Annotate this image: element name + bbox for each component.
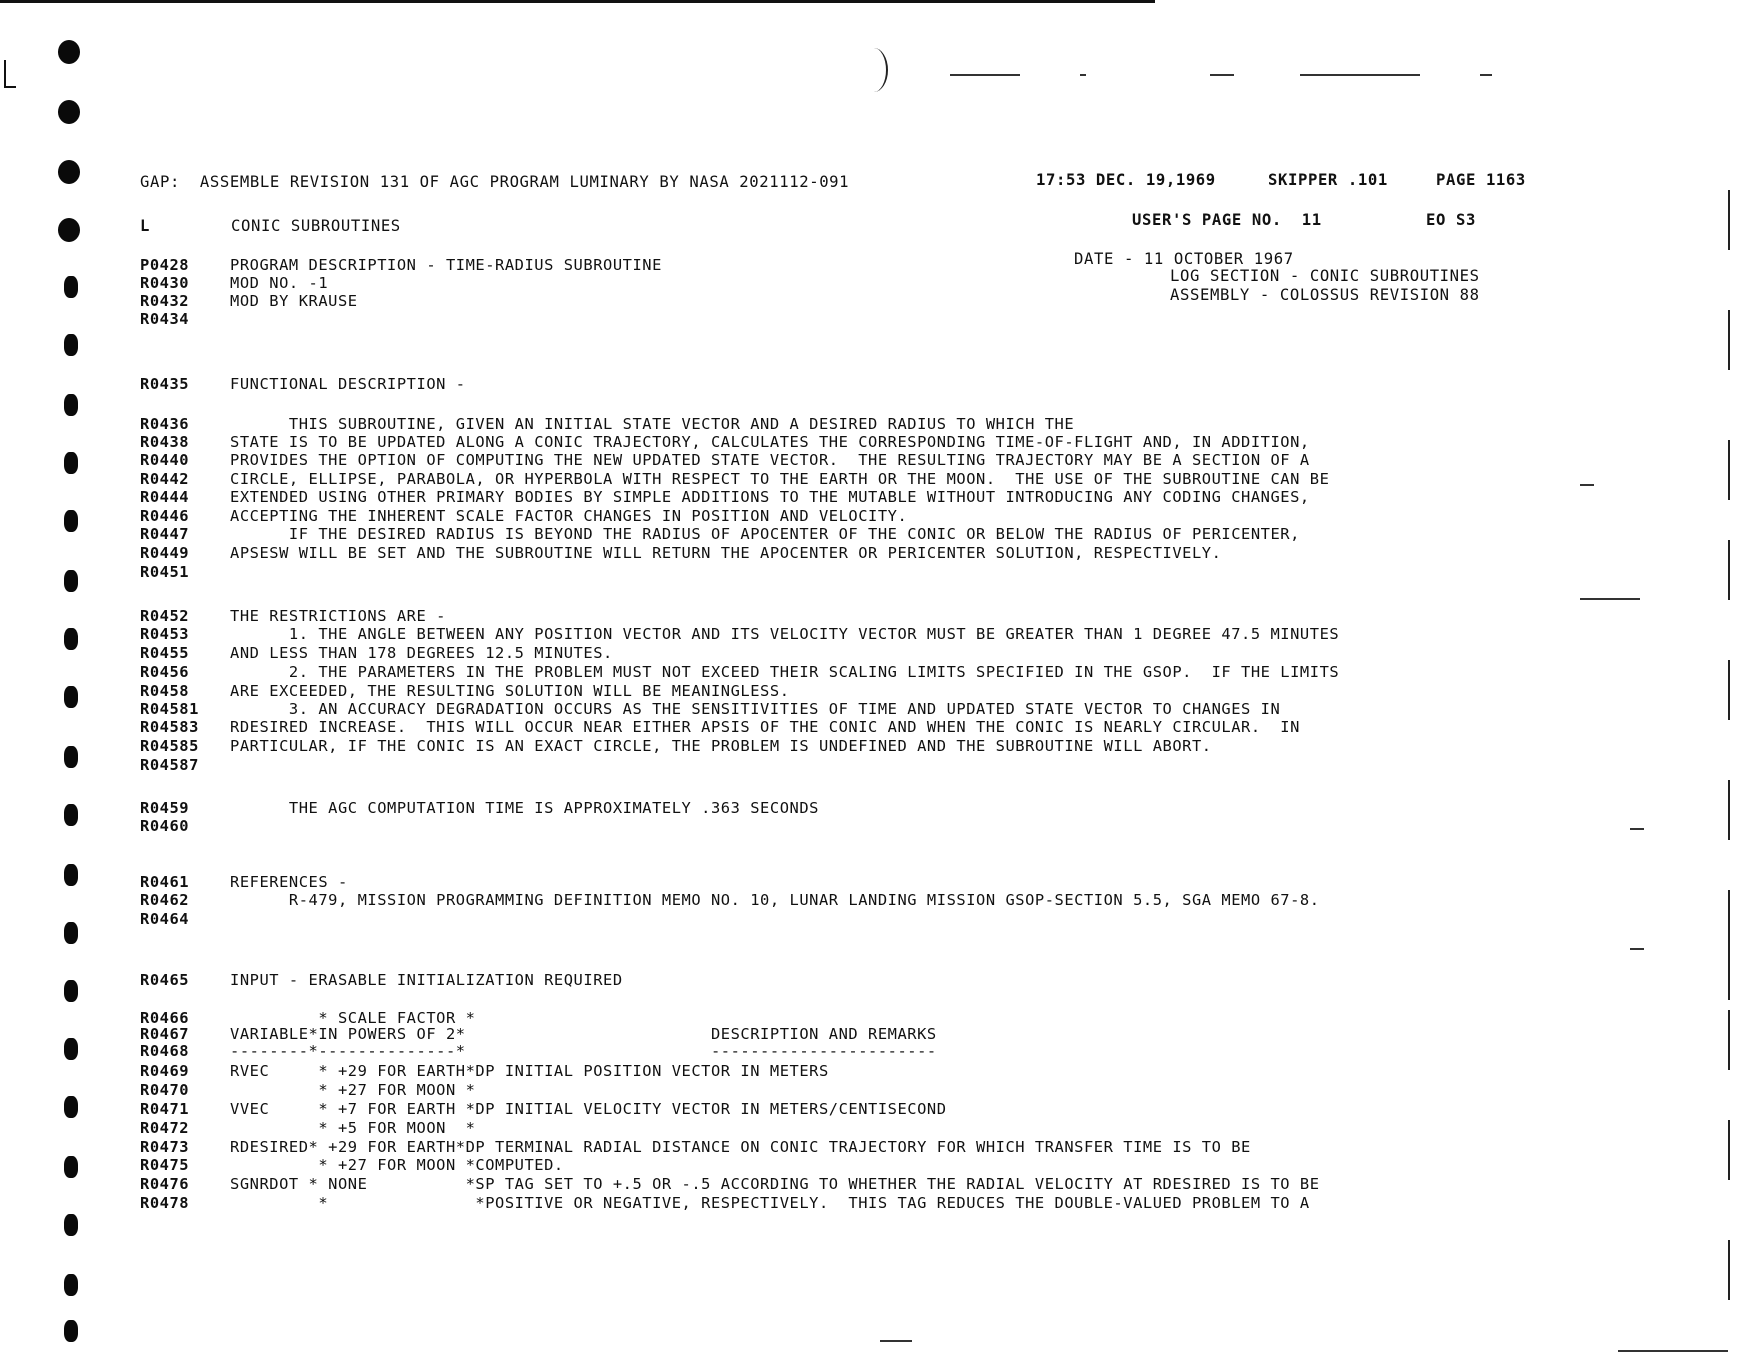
binder-hole — [64, 980, 78, 1002]
skipper-id: SKIPPER .101 — [1268, 171, 1388, 189]
line-label: R0436 — [140, 415, 190, 433]
line-text: * *POSITIVE OR NEGATIVE, RESPECTIVELY. THIS TAG REDUCES THE DOUBLE-VALUED PROBLEM TO A — [230, 1194, 1310, 1212]
line-text: FUNCTIONAL DESCRIPTION - — [230, 375, 466, 393]
listing-line — [140, 683, 790, 700]
line-label: R0442 — [140, 470, 190, 488]
line-text: 2. THE PARAMETERS IN THE PROBLEM MUST NOT EXCEED THEIR SCALING LIMITS SPECIFIED IN THE GSOP. IF THE LIMITS — [230, 663, 1340, 681]
binder-hole — [64, 1214, 78, 1236]
document-date: DATE - 11 OCTOBER 1967 — [1074, 250, 1294, 268]
listing-line — [140, 1195, 1310, 1212]
line-text: REFERENCES - — [230, 873, 348, 891]
listing-line — [140, 293, 358, 310]
listing-line — [140, 452, 1310, 469]
scan-edge — [1728, 540, 1730, 600]
line-text: EXTENDED USING OTHER PRIMARY BODIES BY SIMPLE ADDITIONS TO THE MUTABLE WITHOUT INTRODUCING ANY CODING CHANGES, — [230, 488, 1310, 506]
scan-speck — [1480, 74, 1492, 76]
listing-line — [140, 489, 1310, 506]
listing-line — [140, 416, 1074, 433]
line-label: R0452 — [140, 607, 190, 625]
listing-line — [140, 626, 1339, 643]
line-label: R0478 — [140, 1194, 190, 1212]
binder-hole — [64, 1156, 78, 1178]
line-text: * +5 FOR MOON * — [230, 1119, 476, 1137]
line-label: R0432 — [140, 292, 190, 310]
binder-hole — [64, 628, 78, 650]
line-text: 1. THE ANGLE BETWEEN ANY POSITION VECTOR AND ITS VELOCITY VECTOR MUST BE GREATER THAN 1 DEGREE 47.5 MINUTES — [230, 625, 1340, 643]
listing-line — [140, 874, 348, 891]
line-label: R0447 — [140, 525, 190, 543]
listing-line — [140, 818, 230, 835]
line-text: THE AGC COMPUTATION TIME IS APPROXIMATELY .363 SECONDS — [230, 799, 819, 817]
page-number: PAGE 1163 — [1436, 171, 1526, 189]
line-label: R0473 — [140, 1138, 190, 1156]
line-text: ACCEPTING THE INHERENT SCALE FACTOR CHANGES IN POSITION AND VELOCITY. — [230, 507, 908, 525]
listing-line — [140, 1120, 475, 1137]
listing-line — [140, 1157, 564, 1174]
listing-line — [140, 664, 1339, 681]
binder-hole — [64, 922, 78, 944]
line-text: RVEC * +29 FOR EARTH*DP INITIAL POSITION VECTOR IN METERS — [230, 1062, 829, 1080]
binder-hole — [64, 452, 78, 474]
binder-hole — [64, 804, 78, 826]
line-label: P0428 — [140, 256, 190, 274]
line-label: R0444 — [140, 488, 190, 506]
line-text: IF THE DESIRED RADIUS IS BEYOND THE RADIUS OF APOCENTER OF THE CONIC OR BELOW THE RADIUS OF PERICENTER, — [230, 525, 1300, 543]
line-label: R0456 — [140, 663, 190, 681]
line-label: R0455 — [140, 644, 190, 662]
line-text: 3. AN ACCURACY DEGRADATION OCCURS AS THE SENSITIVITIES OF TIME AND UPDATED STATE VECTOR TO CHANGES IN — [230, 700, 1281, 718]
listing-line — [140, 1043, 937, 1060]
line-text: INPUT - ERASABLE INITIALIZATION REQUIRED — [230, 971, 623, 989]
line-label: R0449 — [140, 544, 190, 562]
scan-edge — [1728, 780, 1730, 840]
line-label: R0465 — [140, 971, 190, 989]
line-label: R0458 — [140, 682, 190, 700]
users-page-number: USER'S PAGE NO. 11 — [1132, 211, 1322, 229]
assembly-revision: ASSEMBLY - COLOSSUS REVISION 88 — [1170, 286, 1480, 304]
line-text: SGNRDOT * NONE *SP TAG SET TO +.5 OR -.5 ACCORDING TO WHETHER THE RADIAL VELOCITY AT RDESIRED IS TO BE — [230, 1175, 1320, 1193]
binder-hole — [64, 1274, 78, 1296]
listing-line — [140, 471, 1329, 488]
line-label: R0460 — [140, 817, 190, 835]
listing-line — [140, 892, 1320, 909]
line-text: VVEC * +7 FOR EARTH *DP INITIAL VELOCITY VECTOR IN METERS/CENTISECOND — [230, 1100, 947, 1118]
line-label: R0472 — [140, 1119, 190, 1137]
line-label: R0468 — [140, 1042, 190, 1060]
line-text: * +27 FOR MOON * — [230, 1081, 476, 1099]
line-label: R0464 — [140, 910, 190, 928]
listing-line — [140, 1176, 1320, 1193]
listing-line — [140, 526, 1300, 543]
line-label: R0469 — [140, 1062, 190, 1080]
line-text: R-479, MISSION PROGRAMMING DEFINITION MEMO NO. 10, LUNAR LANDING MISSION GSOP-SECTION 5.5, SGA MEMO 67-8. — [230, 891, 1320, 909]
binder-hole — [58, 218, 80, 242]
binder-hole — [64, 394, 78, 416]
line-label: R0440 — [140, 451, 190, 469]
line-text: * +27 FOR MOON *COMPUTED. — [230, 1156, 564, 1174]
line-text: MOD BY KRAUSE — [230, 292, 358, 310]
line-label: R0459 — [140, 799, 190, 817]
line-label: R0430 — [140, 274, 190, 292]
binder-hole — [64, 510, 78, 532]
line-text: MOD NO. -1 — [230, 274, 329, 292]
binder-hole — [58, 40, 80, 64]
scan-edge — [1728, 1240, 1730, 1300]
scan-edge — [1728, 190, 1730, 250]
line-label: R04581 — [140, 700, 199, 718]
log-section: LOG SECTION - CONIC SUBROUTINES — [1170, 267, 1480, 285]
listing-line — [140, 1139, 1251, 1156]
listing-line — [140, 911, 230, 928]
binder-hole — [58, 160, 80, 184]
line-label: R0475 — [140, 1156, 190, 1174]
listing-line — [140, 564, 230, 581]
binder-hole — [64, 864, 78, 886]
listing-line — [140, 972, 623, 989]
scan-edge — [1728, 440, 1730, 500]
stray-arc-mark — [860, 48, 888, 92]
scan-edge — [1728, 660, 1730, 720]
line-text: AND LESS THAN 178 DEGREES 12.5 MINUTES. — [230, 644, 613, 662]
binder-hole — [64, 686, 78, 708]
scan-speck — [1580, 598, 1640, 600]
line-label: R0466 — [140, 1009, 190, 1027]
line-text: PARTICULAR, IF THE CONIC IS AN EXACT CIRCLE, THE PROBLEM IS UNDEFINED AND THE SUBROUTINE WILL ABORT. — [230, 737, 1212, 755]
binder-hole — [64, 334, 78, 356]
line-text: RDESIRED INCREASE. THIS WILL OCCUR NEAR EITHER APSIS OF THE CONIC AND WHEN THE CONIC IS NEARLY CIRCULAR. IN — [230, 718, 1300, 736]
listing-line — [140, 645, 613, 662]
line-text: RDESIRED* +29 FOR EARTH*DP TERMINAL RADIAL DISTANCE ON CONIC TRAJECTORY FOR WHICH TRANSFER TIME IS TO BE — [230, 1138, 1251, 1156]
listing-line — [140, 738, 1212, 755]
line-label: R0462 — [140, 891, 190, 909]
listing-line — [140, 311, 230, 328]
listing-line — [140, 1063, 829, 1080]
line-text: PROGRAM DESCRIPTION - TIME-RADIUS SUBROUTINE — [230, 256, 662, 274]
line-label: R0453 — [140, 625, 190, 643]
binder-hole — [64, 1038, 78, 1060]
line-text: PROVIDES THE OPTION OF COMPUTING THE NEW UPDATED STATE VECTOR. THE RESULTING TRAJECTORY MAY BE A SECTION OF A — [230, 451, 1310, 469]
line-text: --------*--------------* ----------------------- — [230, 1042, 937, 1060]
scan-edge — [1728, 310, 1730, 370]
scan-speck — [1210, 74, 1234, 76]
scan-speck — [1580, 484, 1594, 486]
line-label: R0451 — [140, 563, 190, 581]
line-label: R0471 — [140, 1100, 190, 1118]
line-text: STATE IS TO BE UPDATED ALONG A CONIC TRAJECTORY, CALCULATES THE CORRESPONDING TIME-OF-FLIGHT AND, IN ADDITION, — [230, 433, 1310, 451]
listing-line — [140, 1101, 947, 1118]
scan-speck — [1630, 828, 1644, 830]
scan-speck — [1300, 74, 1420, 76]
listing-line — [140, 719, 1300, 736]
line-label: R0434 — [140, 310, 190, 328]
listing-line — [140, 1026, 937, 1043]
assembly-header: GAP: ASSEMBLE REVISION 131 OF AGC PROGRAM LUMINARY BY NASA 2021112-091 — [140, 173, 850, 191]
listing-line — [140, 1082, 475, 1099]
listing-line — [140, 508, 907, 525]
scan-edge — [1728, 1120, 1730, 1180]
line-label: R0476 — [140, 1175, 190, 1193]
line-text: CIRCLE, ELLIPSE, PARABOLA, OR HYPERBOLA WITH RESPECT TO THE EARTH OR THE MOON. THE USE OF THE SUBROUTINE CAN BE — [230, 470, 1330, 488]
listing-line — [140, 545, 1221, 562]
line-label: R0435 — [140, 375, 190, 393]
line-label: R0438 — [140, 433, 190, 451]
scan-speck — [880, 1340, 912, 1342]
line-text: * SCALE FACTOR * — [230, 1009, 476, 1027]
scan-edge — [1728, 1010, 1730, 1070]
top-rule — [0, 0, 1155, 3]
binder-hole — [58, 100, 80, 124]
binder-hole — [64, 570, 78, 592]
line-label: R0470 — [140, 1081, 190, 1099]
listing-line — [140, 800, 819, 817]
binder-hole — [64, 276, 78, 298]
listing-line — [140, 757, 230, 774]
line-text: VARIABLE*IN POWERS OF 2* DESCRIPTION AND REMARKS — [230, 1025, 937, 1043]
line-label: R0461 — [140, 873, 190, 891]
listing-line — [140, 257, 662, 274]
scan-edge — [1728, 890, 1730, 1000]
scan-speck — [1630, 948, 1644, 950]
scan-speck — [1080, 74, 1086, 76]
line-label: R04585 — [140, 737, 199, 755]
eo-code: EO S3 — [1426, 211, 1476, 229]
listing-line — [140, 275, 328, 292]
listing-line — [140, 608, 446, 625]
line-label: R04587 — [140, 756, 199, 774]
print-timestamp: 17:53 DEC. 19,1969 — [1036, 171, 1216, 189]
line-text: APSESW WILL BE SET AND THE SUBROUTINE WILL RETURN THE APOCENTER OR PERICENTER SOLUTION, RESPECTIVELY. — [230, 544, 1222, 562]
binder-hole — [64, 1320, 78, 1342]
corner-mark — [4, 60, 16, 88]
line-text: ARE EXCEEDED, THE RESULTING SOLUTION WILL BE MEANINGLESS. — [230, 682, 790, 700]
section-title: CONIC SUBROUTINES — [231, 217, 401, 235]
line-text: THE RESTRICTIONS ARE - — [230, 607, 446, 625]
line-label: R0446 — [140, 507, 190, 525]
listing-line — [140, 701, 1280, 718]
binder-hole — [64, 746, 78, 768]
section-letter: L — [140, 217, 150, 235]
listing-line — [140, 434, 1310, 451]
listing-line — [140, 376, 466, 393]
scan-speck — [950, 74, 1020, 76]
binder-hole — [64, 1096, 78, 1118]
line-text: THIS SUBROUTINE, GIVEN AN INITIAL STATE VECTOR AND A DESIRED RADIUS TO WHICH THE — [230, 415, 1075, 433]
line-label: R04583 — [140, 718, 199, 736]
line-label: R0467 — [140, 1025, 190, 1043]
